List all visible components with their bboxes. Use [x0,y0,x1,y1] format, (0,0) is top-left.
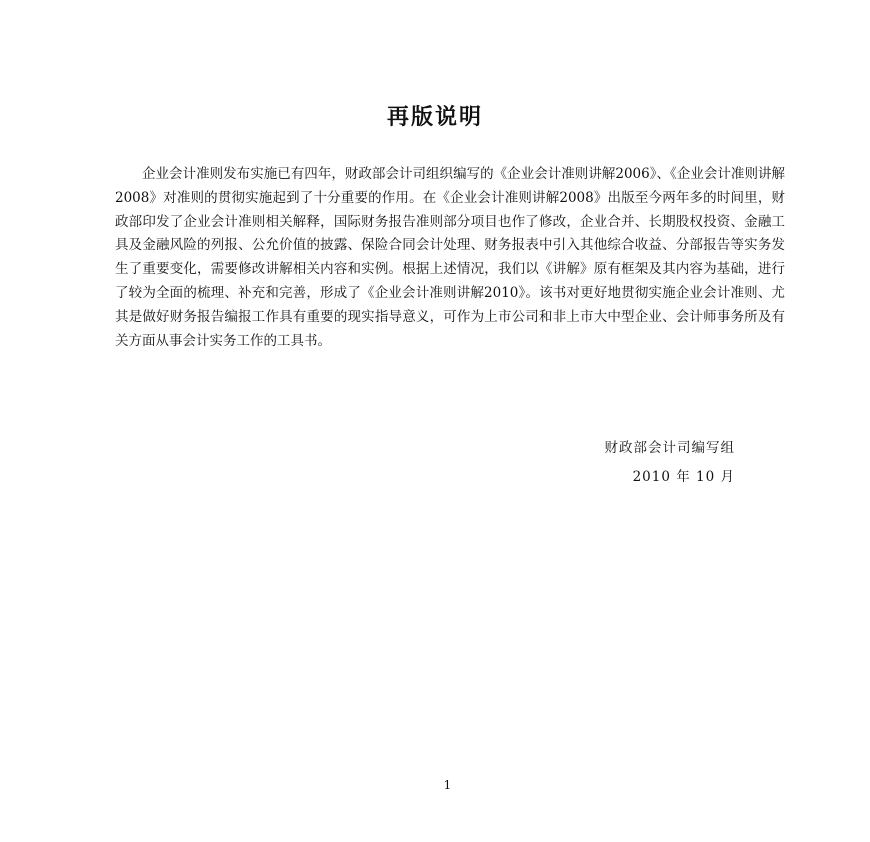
date: 2010 年 10 月 [632,469,735,485]
signature: 财政部会计司编写组 [604,440,735,456]
page-title: 再版说明 [386,104,483,130]
page-number: 1 [443,778,452,792]
body-paragraph: 企业会计准则发布实施已有四年，财政部会计司组织编写的《企业会计准则讲解2006》、《企业会计准则讲解2008》对准则的贯彻实施起到了十分重要的作用。在《企业会计准则讲解2008》出版至今两年多的时间里，财政部印发了企业会计准则相关解释，国际财务报告准则部分项目也作了修改，企业合并、长期股权投资、金融工具及金融风险的列报、公允价值的披露、保险合同会计处理、财务报表中引入其他综合收益、分部报告等实务发生了重要变化，需要修改讲解相关内容和实例。根据上述情况，我们以《讲解》原有框架及其内容为基础，进行了较为全面的梳理、补充和完善，形成了《企业会计准则讲解2010》。该书对更好地贯彻实施企业会计准则、尤其是做好财务报告编报工作具有重要的现实指导意义，可作为上市公司和非上市大中型企业、会计师事务所及有关方面从事会计实务工作的工具书。 [115,166,785,349]
